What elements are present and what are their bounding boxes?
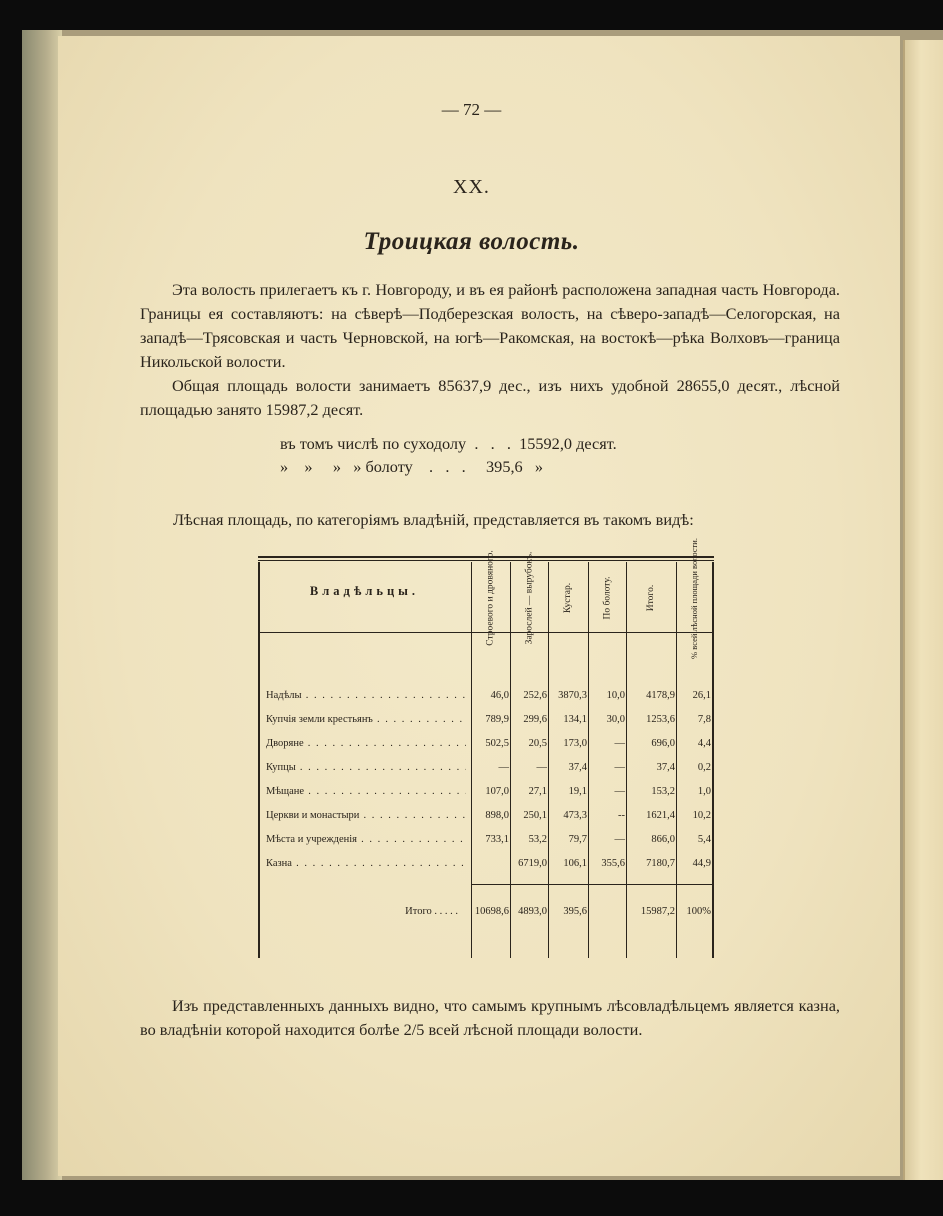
- table-row: Церкви и монастыри . . . 898,0 250,1 473,3 -- 1621,4 10,2: [258, 810, 714, 826]
- table-right-border: [712, 562, 714, 958]
- col-header-percent: % всей лѣсной площади волости.: [688, 537, 699, 659]
- table-row: Надѣлы . . . 46,0 252,6 3870,3 10,0 4178,9 26,1: [258, 690, 714, 706]
- table-row: Купчія земли крестьянъ . . . 789,9 299,6 134,1 30,0 1253,6 7,8: [258, 714, 714, 730]
- chapter-number: XX.: [453, 176, 490, 198]
- col-header-shrub: Кустар.: [562, 582, 573, 614]
- col-header-timber: Строевого и дровяного.: [485, 550, 496, 646]
- table-row: Мѣста и учрежденія . . . 733,1 53,2 79,7 — 866,0 5,4: [258, 834, 714, 850]
- right-page-edge: [903, 40, 943, 1180]
- col-header-swamp: По болоту.: [602, 576, 613, 620]
- forest-ownership-table: [258, 537, 714, 958]
- owners-header: Владѣльцы.: [309, 584, 420, 598]
- table-row: Купцы . . . — — 37,4 — 37,4 0,2: [258, 762, 714, 778]
- col-header-total: Итого.: [645, 584, 656, 612]
- bottom-shadow: [0, 1180, 943, 1216]
- table-total-row: Итого . . . . . 10698,6 4893,0 395,6 15987,2 100%: [405, 906, 711, 917]
- paragraph-conclusion: Изъ представленныхъ данныхъ видно, что самымъ крупнымъ лѣсовладѣльцемъ является казна, во владѣніи которой находится болѣе 2/5 всей лѣсной площади волости.: [140, 996, 840, 1039]
- table-left-border: [258, 562, 260, 958]
- included-swamp: » » » » болоту . . . 395,6 »: [280, 457, 544, 476]
- included-dry-land: въ томъ числѣ по суходолу . . . 15592,0 десят.: [280, 434, 617, 453]
- table-sum-rule: [471, 884, 714, 885]
- section-title: Троицкая волость.: [363, 228, 580, 255]
- paragraph-area: Общая площадь волости занимаетъ 85637,9 дес., изъ нихъ удобной 28655,0 десят., лѣсной площадью занято 15987,2 десят.: [140, 376, 840, 419]
- book-spine: [22, 30, 62, 1180]
- table-row: Казна . . . 6719,0 106,1 355,6 7180,7 44,9: [258, 858, 714, 874]
- table-row: Мѣщане . . . 107,0 27,1 19,1 — 153,2 1,0: [258, 786, 714, 802]
- paragraph-table-intro: Лѣсная площадь, по категоріямъ владѣній, представляется въ такомъ видѣ:: [173, 510, 694, 529]
- page-number: — 72 —: [441, 100, 502, 119]
- col-header-regrowth: Зарослей — вырубокъ.: [524, 551, 535, 645]
- paragraph-borders: Эта волость прилегаетъ къ г. Новгороду, и въ ея районѣ расположена западная часть Новгорода. Границы ея составляютъ: на сѣверѣ—Подберезская волость, на сѣверо-западѣ—Селогорская, на западѣ—Трясовская и часть Черновской, на югѣ—Ракомская, на востокѣ—рѣка Волховъ—граница Никольской волости.: [140, 280, 840, 371]
- table-row: Дворяне . . . 502,5 20,5 173,0 — 696,0 4,4: [258, 738, 714, 754]
